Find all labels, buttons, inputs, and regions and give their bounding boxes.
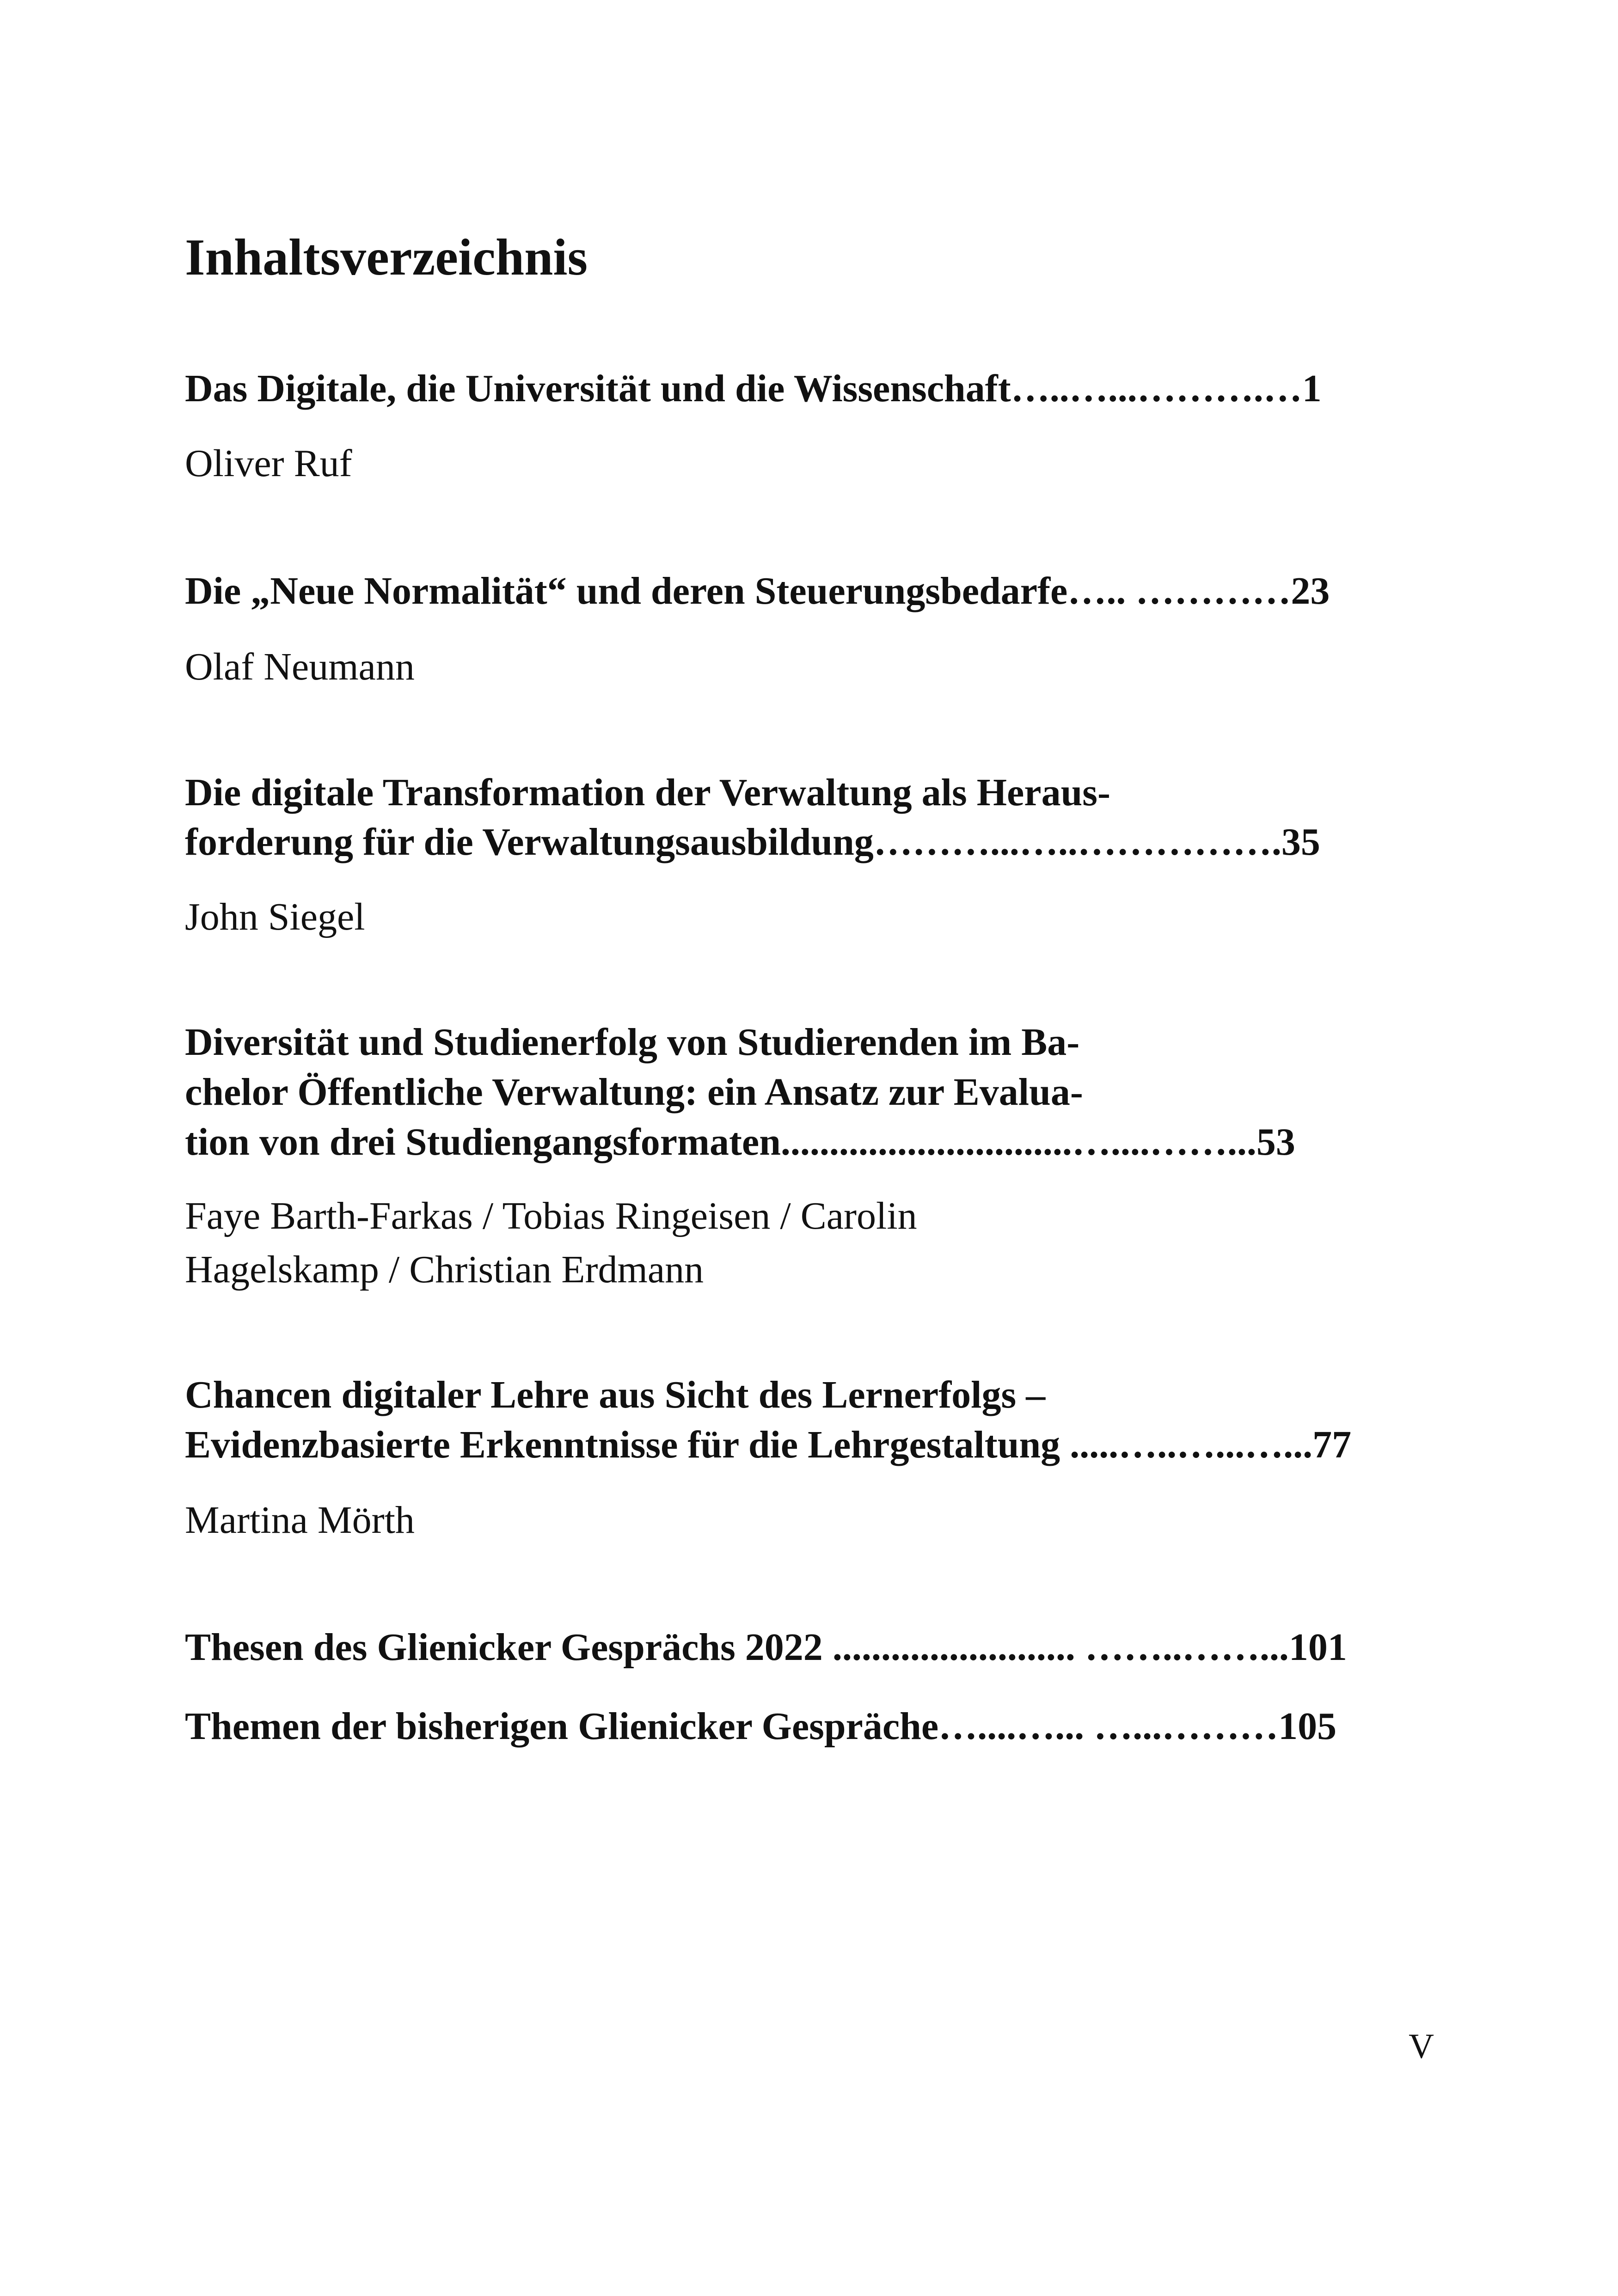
dot-leader: …....…... …...……… bbox=[938, 1705, 1279, 1748]
entry-title-text: Das Digitale, die Universität und die Wissenschaft bbox=[185, 367, 1011, 410]
entry-title-text: Thesen des Glienicker Gesprächs 2022 bbox=[185, 1626, 823, 1669]
entry-page-number: 23 bbox=[1291, 569, 1330, 612]
dot-leader: ………...…..……………. bbox=[873, 820, 1281, 863]
toc-entry-2-line-1[interactable] bbox=[185, 568, 1433, 615]
toc-entry-2-author-1: Olaf Neumann bbox=[185, 645, 415, 688]
toc-entry-4-author-1: Faye Barth-Farkas / Tobias Ringeisen / Carolin bbox=[185, 1194, 917, 1237]
toc-entry-3-line-1[interactable] bbox=[185, 770, 1433, 816]
toc-entry-4-line-3[interactable] bbox=[185, 1119, 1433, 1166]
toc-entry-7-line-1[interactable] bbox=[185, 1703, 1433, 1750]
entry-title-text: Die digitale Transformation der Verwaltung als Heraus- bbox=[185, 771, 1110, 814]
entry-page-number: 77 bbox=[1312, 1423, 1352, 1466]
entry-title-text: Die „Neue Normalität“ und deren Steuerungsbedarfe bbox=[185, 569, 1068, 612]
toc-entry-6-line-1[interactable] bbox=[185, 1624, 1433, 1671]
entry-page-number: 101 bbox=[1288, 1626, 1347, 1669]
dot-leader: ..............................…....……... bbox=[780, 1120, 1256, 1163]
dot-leader: .....…..…...…... bbox=[1060, 1423, 1313, 1466]
entry-title-text: chelor Öffentliche Verwaltung: ein Ansatz zur Evalua- bbox=[185, 1071, 1083, 1114]
toc-entry-3-author-1: John Siegel bbox=[185, 895, 365, 938]
dot-leader: ......................... ……..……... bbox=[822, 1626, 1289, 1669]
toc-entry-5-line-2[interactable] bbox=[185, 1422, 1433, 1469]
page-number: V bbox=[1409, 2027, 1434, 2066]
entry-page-number: 105 bbox=[1278, 1705, 1337, 1748]
toc-entry-5-author-1: Martina Mörth bbox=[185, 1499, 415, 1542]
toc-entry-1-author-1: Oliver Ruf bbox=[185, 442, 352, 485]
dot-leader: ….. ………… bbox=[1067, 569, 1291, 612]
toc-entry-4-line-2[interactable] bbox=[185, 1069, 1433, 1116]
entry-title-text: tion von drei Studiengangsformaten bbox=[185, 1120, 781, 1163]
entry-page-number: 35 bbox=[1281, 820, 1320, 863]
toc-entry-1-line-1[interactable] bbox=[185, 366, 1433, 412]
toc-entry-3-line-2[interactable] bbox=[185, 819, 1433, 866]
dot-leader: …..…...……….… bbox=[1011, 367, 1302, 410]
toc-entry-5-line-1[interactable] bbox=[185, 1372, 1433, 1419]
entry-title-text: Evidenzbasierte Erkenntnisse für die Lehrgestaltung bbox=[185, 1423, 1060, 1466]
entry-title-text: Diversität und Studienerfolg von Studierenden im Ba- bbox=[185, 1021, 1080, 1064]
toc-entry-4-author-2: Hagelskamp / Christian Erdmann bbox=[185, 1248, 704, 1291]
toc-heading: Inhaltsverzeichnis bbox=[185, 229, 588, 286]
entry-title-text: Themen der bisherigen Glienicker Gespräche bbox=[185, 1705, 939, 1748]
entry-title-text: Chancen digitaler Lehre aus Sicht des Lernerfolgs – bbox=[185, 1373, 1046, 1416]
entry-page-number: 53 bbox=[1256, 1120, 1295, 1163]
entry-title-text: forderung für die Verwaltungsausbildung bbox=[185, 820, 874, 863]
toc-entry-4-line-1[interactable] bbox=[185, 1019, 1433, 1066]
entry-page-number: 1 bbox=[1302, 367, 1322, 410]
